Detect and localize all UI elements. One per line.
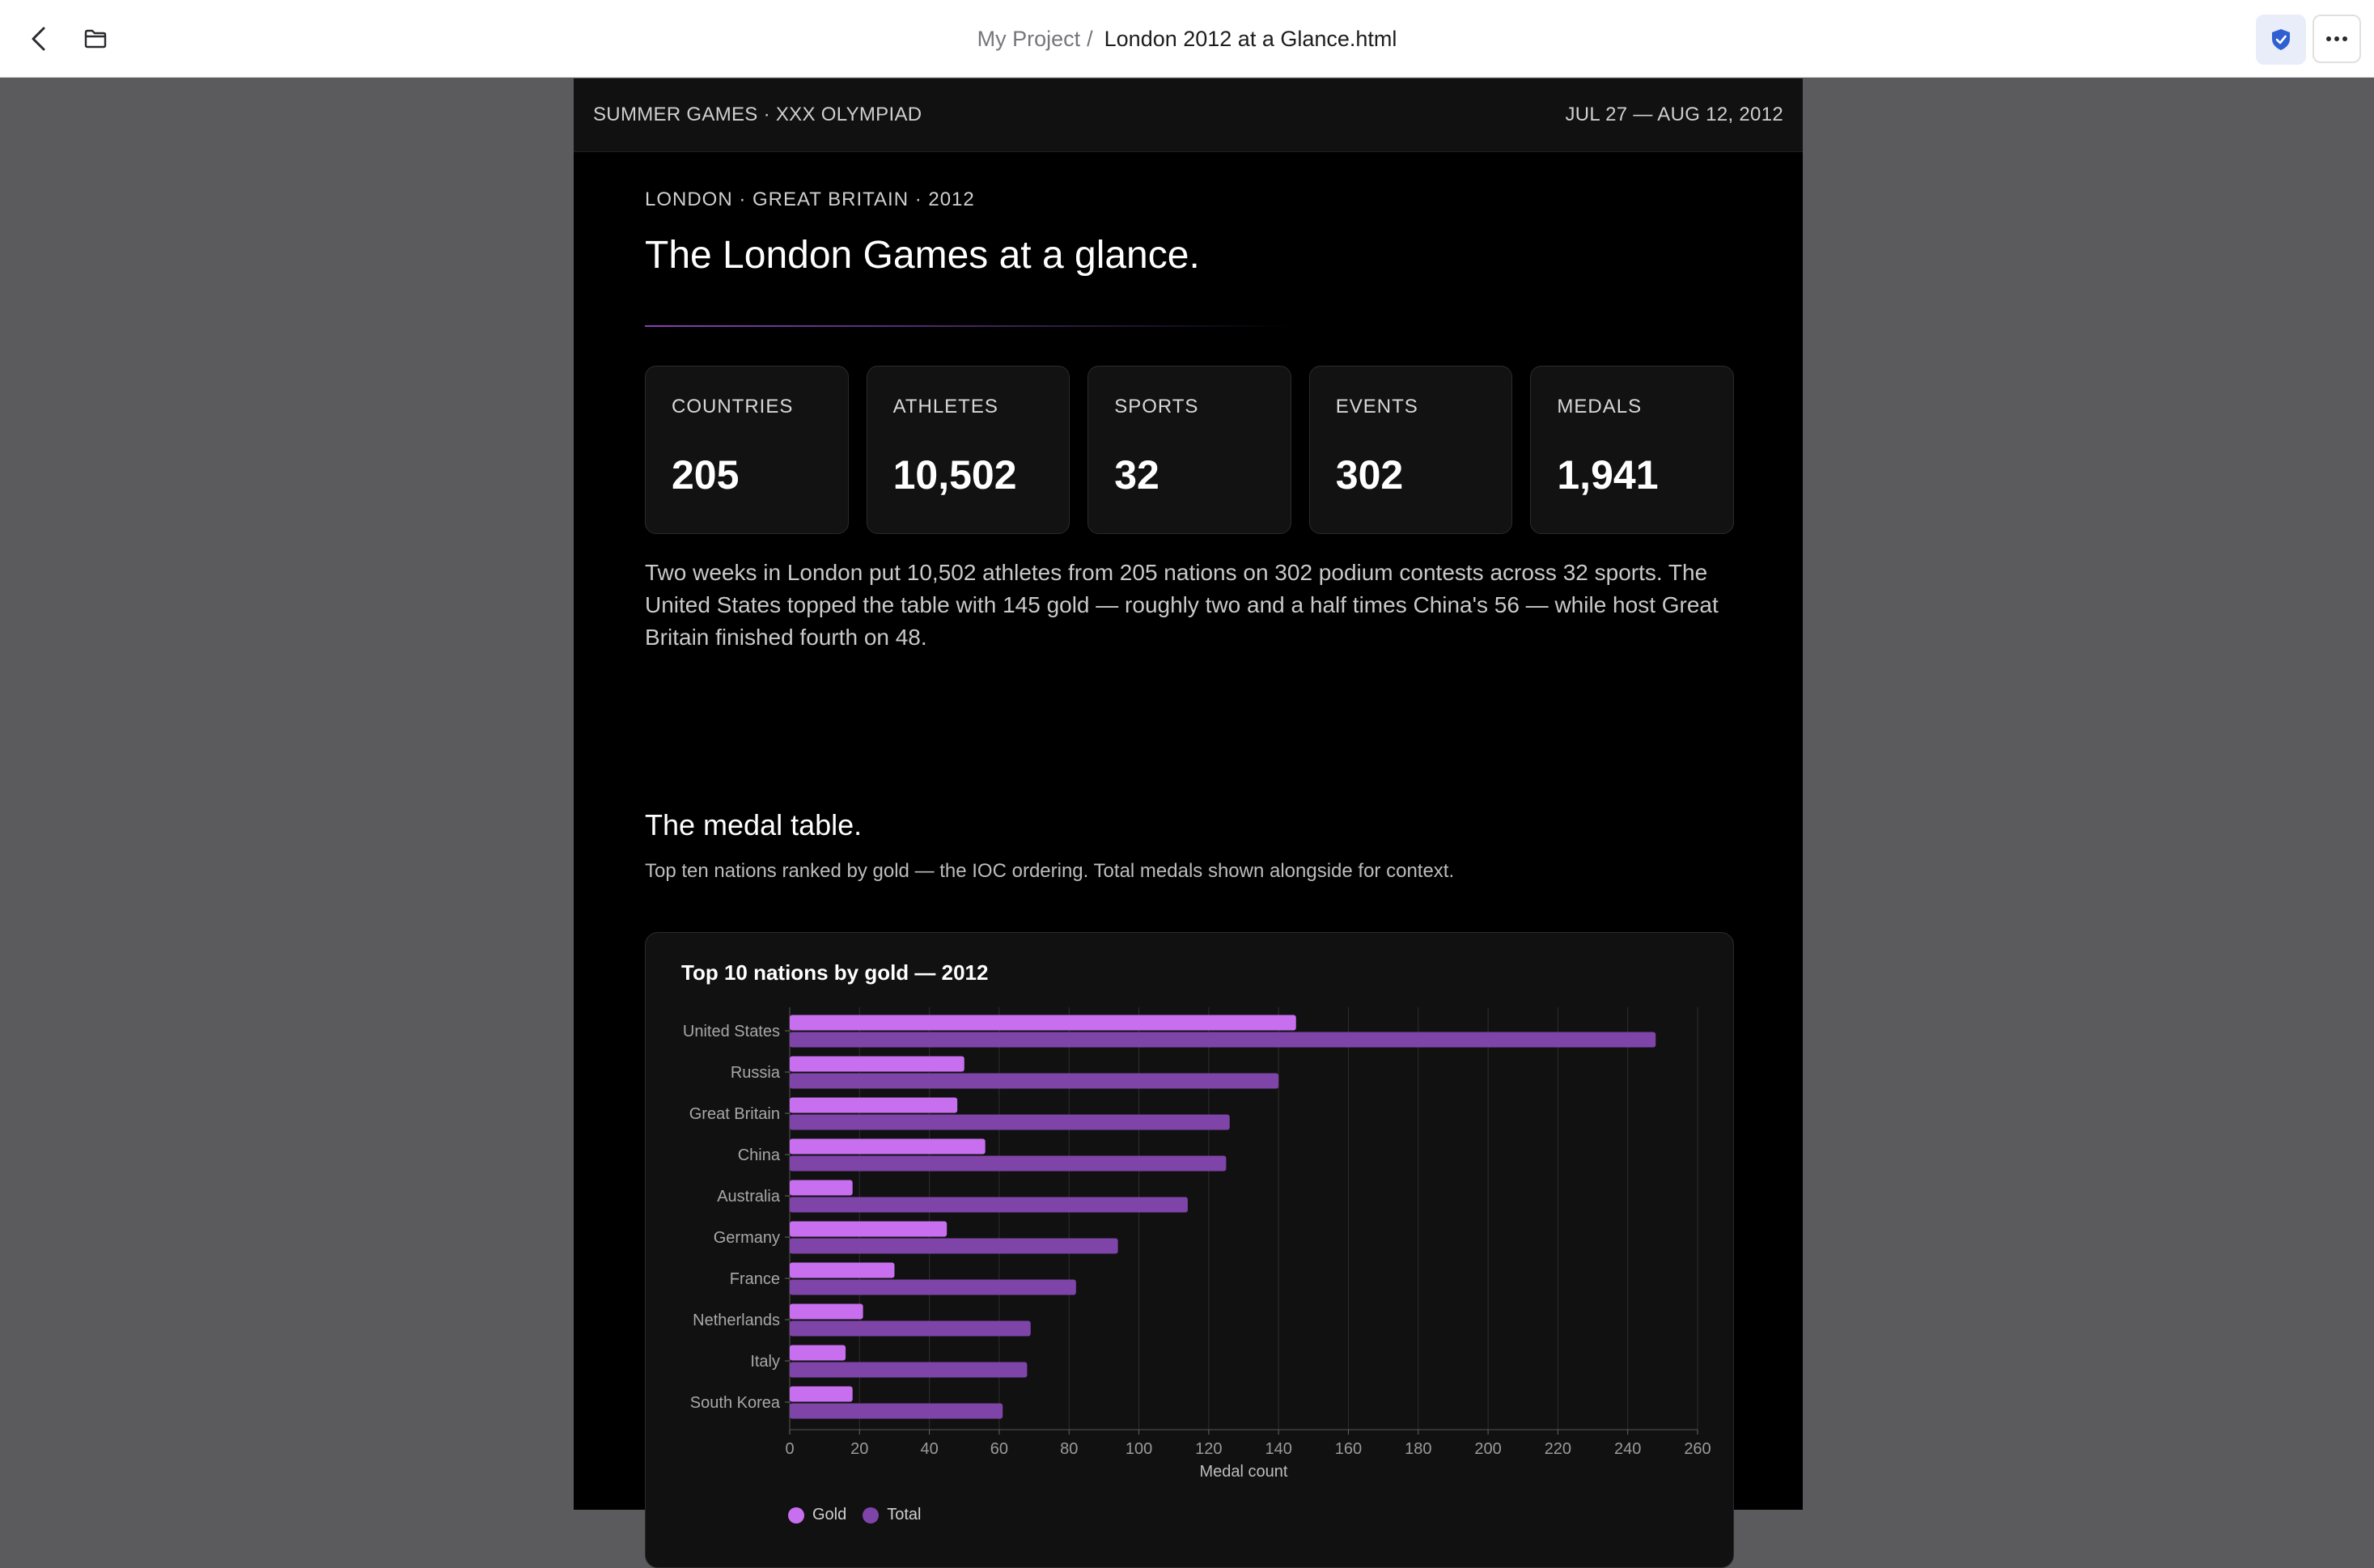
stat-label: COUNTRIES (672, 396, 794, 417)
y-category-label: Netherlands (693, 1312, 780, 1329)
y-category-label: Great Britain (689, 1105, 780, 1123)
more-button[interactable] (2313, 15, 2361, 63)
x-tick-label: 220 (1544, 1440, 1572, 1458)
stat-label: MEDALS (1557, 396, 1643, 417)
stat-card-events (1309, 366, 1513, 534)
title-divider (645, 325, 1292, 327)
bar-gold-italy (790, 1346, 846, 1361)
bar-total-italy (790, 1362, 1027, 1378)
legend-item-gold[interactable] (788, 1506, 846, 1524)
stat-value: 302 (1335, 452, 1404, 498)
x-tick-label: 20 (850, 1440, 869, 1458)
chart-card (645, 932, 1734, 1568)
y-category-label: South Korea (689, 1394, 780, 1412)
bar-gold-netherlands (790, 1304, 863, 1320)
x-tick-label: 260 (1684, 1440, 1711, 1458)
y-category-label: Germany (713, 1229, 780, 1247)
y-category-label: Italy (750, 1353, 780, 1371)
legend-item-total[interactable] (863, 1506, 921, 1524)
stat-card-countries (645, 366, 849, 534)
x-tick-label: 120 (1195, 1440, 1223, 1458)
breadcrumb-project[interactable]: My Project (977, 26, 1081, 51)
x-tick-label: 100 (1125, 1440, 1153, 1458)
x-tick-label: 240 (1614, 1440, 1642, 1458)
x-tick-label: 180 (1405, 1440, 1432, 1458)
bar-total-australia (790, 1197, 1188, 1213)
stat-label: SPORTS (1114, 396, 1199, 417)
bar-total-south-korea (790, 1404, 1003, 1419)
bar-gold-great-britain (790, 1098, 957, 1113)
stat-value: 1,941 (1557, 452, 1659, 498)
stat-card-sports (1087, 366, 1291, 534)
shield-check-button[interactable] (2256, 15, 2306, 65)
more-icon (2325, 36, 2348, 42)
legend-label-gold: Gold (812, 1506, 847, 1524)
bar-gold-france (790, 1263, 894, 1278)
stat-value: 32 (1114, 452, 1159, 498)
stat-label: ATHLETES (892, 396, 998, 417)
doc-header (574, 78, 1803, 152)
bar-total-russia (790, 1074, 1278, 1089)
bar-gold-china (790, 1139, 986, 1155)
bar-total-germany (790, 1239, 1118, 1254)
bar-gold-united-states (790, 1015, 1296, 1031)
bar-gold-germany (790, 1222, 947, 1237)
header-dates: JUL 27 — AUG 12, 2012 (1565, 104, 1783, 125)
bar-total-france (790, 1280, 1076, 1295)
stat-label: EVENTS (1335, 396, 1418, 417)
legend-swatch-gold (788, 1507, 804, 1524)
shield-check-icon (2270, 28, 2292, 52)
chart-title: Top 10 nations by gold — 2012 (681, 960, 989, 985)
bar-gold-russia (790, 1057, 964, 1072)
app-topbar (0, 0, 2374, 78)
stats-row (645, 366, 1734, 534)
bar-total-netherlands (790, 1321, 1031, 1337)
hero-kicker: LONDON · GREAT BRITAIN · 2012 (645, 189, 975, 210)
x-tick-label: 0 (785, 1440, 795, 1458)
chart-legend (788, 1506, 938, 1524)
bar-total-united-states (790, 1032, 1655, 1048)
bar-gold-australia (790, 1180, 853, 1196)
y-category-label: Russia (730, 1064, 780, 1082)
summary-paragraph: Two weeks in London put 10,502 athletes from 205 nations on 302 podium contests across 32 sports. The United States topped the table with 145 gold — roughly two and a half times China's 56 — while host Great Britain finished fourth on 48. (645, 560, 1719, 650)
breadcrumb (0, 0, 2374, 78)
bar-total-china (790, 1156, 1226, 1172)
legend-swatch-total (863, 1507, 879, 1524)
stat-value: 10,502 (892, 452, 1017, 498)
y-category-label: France (729, 1270, 780, 1288)
breadcrumb-file: London 2012 at a Glance.html (1104, 26, 1397, 51)
x-axis-label: Medal count (1199, 1463, 1288, 1481)
y-category-label: United States (682, 1023, 780, 1040)
bar-gold-south-korea (790, 1387, 853, 1402)
section-title: The medal table. (645, 808, 863, 841)
x-tick-label: 40 (920, 1440, 939, 1458)
stat-card-medals (1530, 366, 1734, 534)
x-tick-label: 140 (1265, 1440, 1292, 1458)
stat-card-athletes (867, 366, 1070, 534)
x-tick-label: 160 (1334, 1440, 1363, 1458)
bar-total-great-britain (790, 1115, 1230, 1130)
page-title: The London Games at a glance. (645, 234, 1200, 277)
header-edition: SUMMER GAMES · XXX OLYMPIAD (593, 104, 922, 125)
x-tick-label: 200 (1474, 1440, 1502, 1458)
x-tick-label: 60 (990, 1440, 1009, 1458)
document-page (574, 78, 1803, 1524)
medal-bar-chart (646, 933, 1735, 1499)
y-category-label: China (737, 1146, 780, 1164)
breadcrumb-separator: / (1087, 26, 1093, 51)
y-category-label: Australia (717, 1188, 780, 1206)
stat-value: 205 (672, 452, 740, 498)
x-tick-label: 80 (1060, 1440, 1079, 1458)
section-subtitle: Top ten nations ranked by gold — the IOC ordering. Total medals shown alongside for context. (645, 860, 1455, 882)
legend-label-total: Total (887, 1506, 922, 1524)
